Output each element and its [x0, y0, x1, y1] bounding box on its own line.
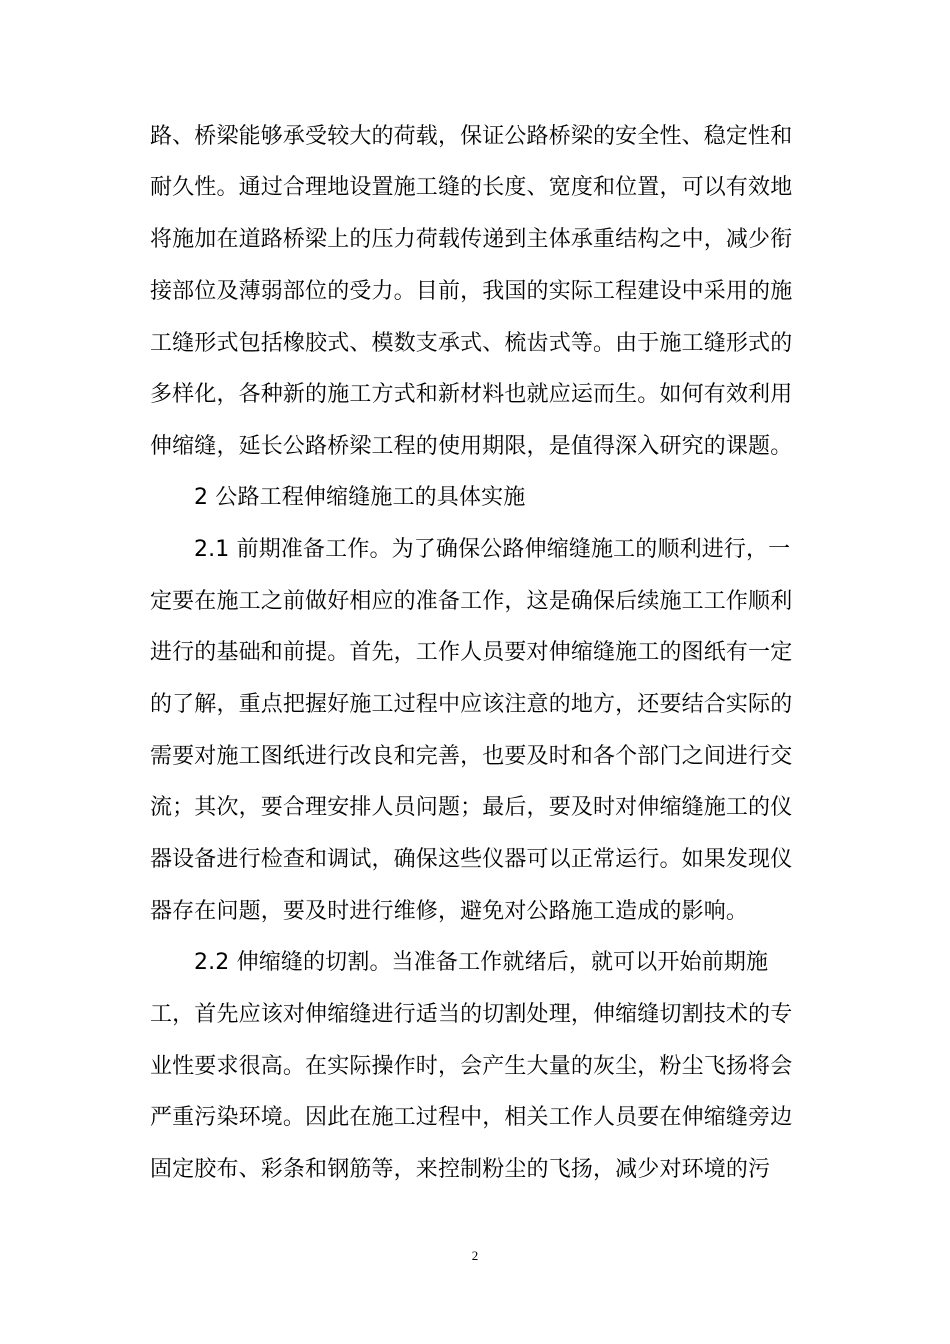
- body-text-line: 进行的基础和前提。首先，工作人员要对伸缩缝施工的图纸有一定: [150, 640, 793, 665]
- body-text-line: 流；其次，要合理安排人员问题；最后，要及时对伸缩缝施工的仪: [150, 795, 793, 820]
- body-text-line: 伸缩缝，延长公路桥梁工程的使用期限，是值得深入研究的课题。: [150, 434, 793, 459]
- body-text-line: 器存在问题，要及时进行维修，避免对公路施工造成的影响。: [150, 899, 749, 924]
- body-text-line: 耐久性。通过合理地设置施工缝的长度、宽度和位置，可以有效地: [150, 175, 793, 200]
- subsection-heading-line: 2.2 伸缩缝的切割。当准备工作就绪后，就可以开始前期施: [194, 950, 769, 975]
- subsection-heading-line: 2.1 前期准备工作。为了确保公路伸缩缝施工的顺利进行，一: [194, 537, 791, 562]
- body-text-line: 多样化，各种新的施工方式和新材料也就应运而生。如何有效利用: [150, 382, 793, 407]
- body-text-line: 工，首先应该对伸缩缝进行适当的切割处理，伸缩缝切割技术的专: [150, 1002, 793, 1027]
- body-text-line: 路、桥梁能够承受较大的荷载，保证公路桥梁的安全性、稳定性和: [150, 124, 793, 149]
- body-text-line: 固定胶布、彩条和钢筋等，来控制粉尘的飞扬，减少对环境的污: [150, 1157, 771, 1182]
- body-text-line: 将施加在道路桥梁上的压力荷载传递到主体承重结构之中，减少衔: [150, 227, 793, 252]
- body-text-line: 接部位及薄弱部位的受力。目前，我国的实际工程建设中采用的施: [150, 279, 793, 304]
- body-text-line: 器设备进行检查和调试，确保这些仪器可以正常运行。如果发现仪: [150, 847, 793, 872]
- section-heading: 2 公路工程伸缩缝施工的具体实施: [194, 485, 526, 510]
- body-text-line: 定要在施工之前做好相应的准备工作，这是确保后续施工工作顺利: [150, 589, 793, 614]
- body-text-line: 业性要求很高。在实际操作时，会产生大量的灰尘，粉尘飞扬将会: [150, 1054, 793, 1079]
- body-text-line: 严重污染环境。因此在施工过程中，相关工作人员要在伸缩缝旁边: [150, 1105, 793, 1130]
- page-number: 2: [471, 1248, 479, 1263]
- body-text-line: 需要对施工图纸进行改良和完善，也要及时和各个部门之间进行交: [150, 744, 793, 769]
- body-text-line: 的了解，重点把握好施工过程中应该注意的地方，还要结合实际的: [150, 692, 793, 717]
- body-text-line: 工缝形式包括橡胶式、模数支承式、梳齿式等。由于施工缝形式的: [150, 331, 793, 356]
